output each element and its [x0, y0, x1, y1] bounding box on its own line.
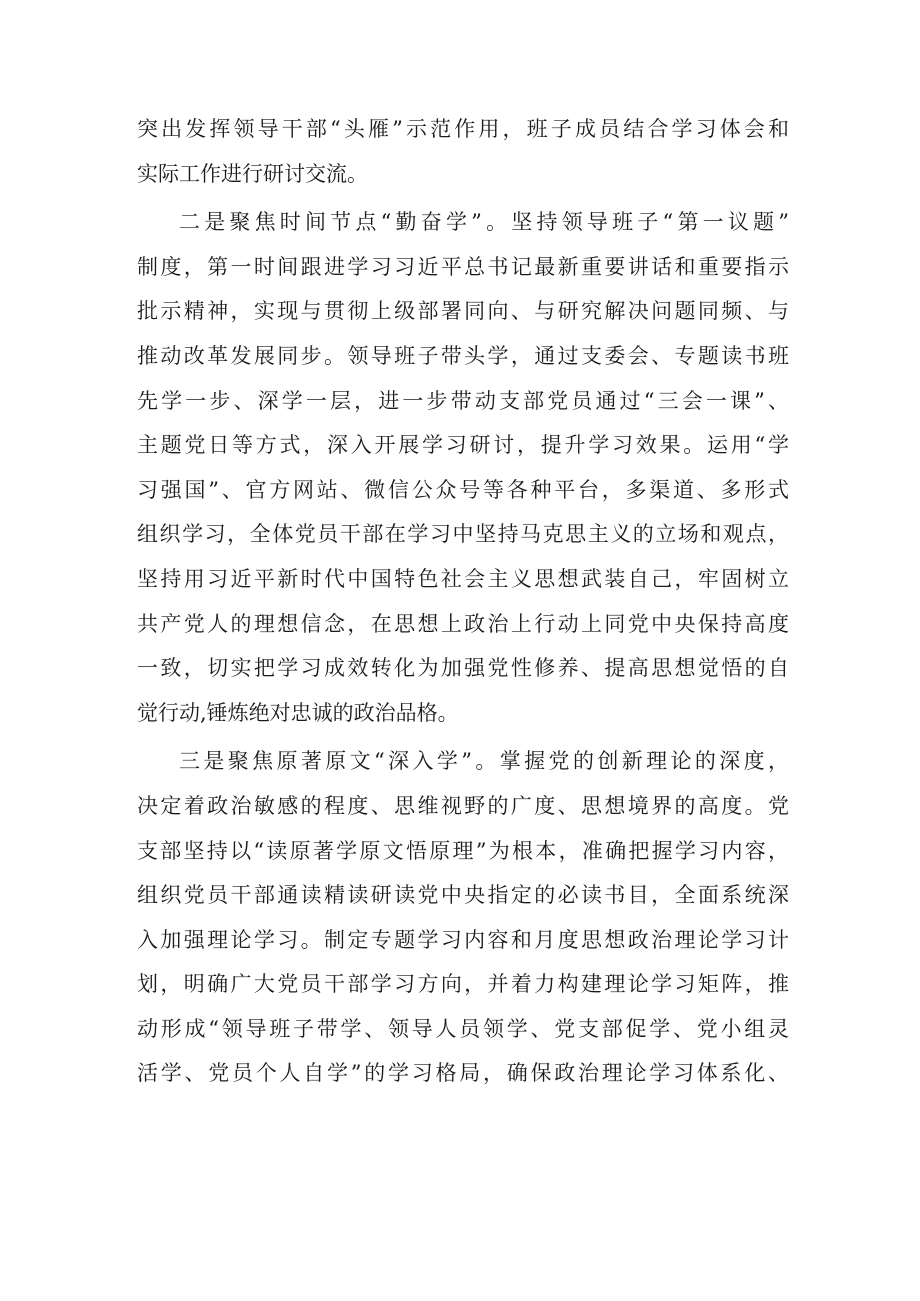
text-line: 共产党人的理想信念，在思想上政治上行动上同党中央保持高度 [137, 611, 789, 636]
text-line: 划，明确广大党员干部学习方向，并着力构建理论学习矩阵，推 [137, 972, 789, 997]
text-line: 坚持用习近平新时代中国特色社会主义思想武装自己，牢固树立 [137, 566, 789, 591]
text-line: 一致，切实把学习成效转化为加强党性修养、提高思想觉悟的自 [137, 656, 789, 681]
text-line: 主题党日等方式，深入开展学习研讨，提升学习效果。运用“学 [137, 433, 789, 458]
document-body [137, 107, 789, 1100]
text-line: 动形成“领导班子带学、领导人员领学、党支部促学、党小组灵 [137, 1016, 789, 1041]
text-line: 觉行动,锤炼绝对忠诚的政治品格。 [137, 700, 459, 725]
text-line: 制度，第一时间跟进学习习近平总书记最新重要讲话和重要指示 [137, 254, 789, 279]
text-line: 组织党员干部通读精读研读党中央指定的必读书目，全面系统深 [137, 883, 789, 908]
text-line: 活学、党员个人自学”的学习格局，确保政治理论学习体系化、 [137, 1061, 789, 1086]
text-line: 实际工作进行研讨交流。 [137, 161, 368, 186]
text-line: 习强国”、官方网站、微信公众号等各种平台，多渠道、多形式 [137, 477, 789, 502]
text-line: 三是聚焦原著原文“深入学”。掌握党的创新理论的深度， [179, 749, 789, 774]
paragraph-2 [137, 200, 789, 735]
text-line: 突出发挥领导干部“头雁”示范作用，班子成员结合学习体会和 [137, 117, 789, 141]
text-line: 决定着政治敏感的程度、思维视野的广度、思想境界的高度。党 [137, 793, 789, 818]
paragraph-1 [137, 107, 789, 196]
paragraph-3 [137, 739, 789, 1096]
text-line: 二是聚焦时间节点“勤奋学”。坚持领导班子“第一议题” [179, 210, 789, 235]
text-line: 入加强理论学习。制定专题学习内容和月度思想政治理论学习计 [137, 927, 789, 952]
text-line: 先学一步、深学一层，进一步带动支部党员通过“三会一课”、 [137, 388, 789, 413]
text-line: 推动改革发展同步。领导班子带头学，通过支委会、专题读书班 [137, 343, 789, 368]
text-line: 组织学习，全体党员干部在学习中坚持马克思主义的立场和观点， [137, 522, 789, 547]
text-line: 批示精神，实现与贯彻上级部署同向、与研究解决问题同频、与 [137, 299, 789, 324]
text-line: 支部坚持以“读原著学原文悟原理”为根本，准确把握学习内容， [137, 838, 789, 863]
